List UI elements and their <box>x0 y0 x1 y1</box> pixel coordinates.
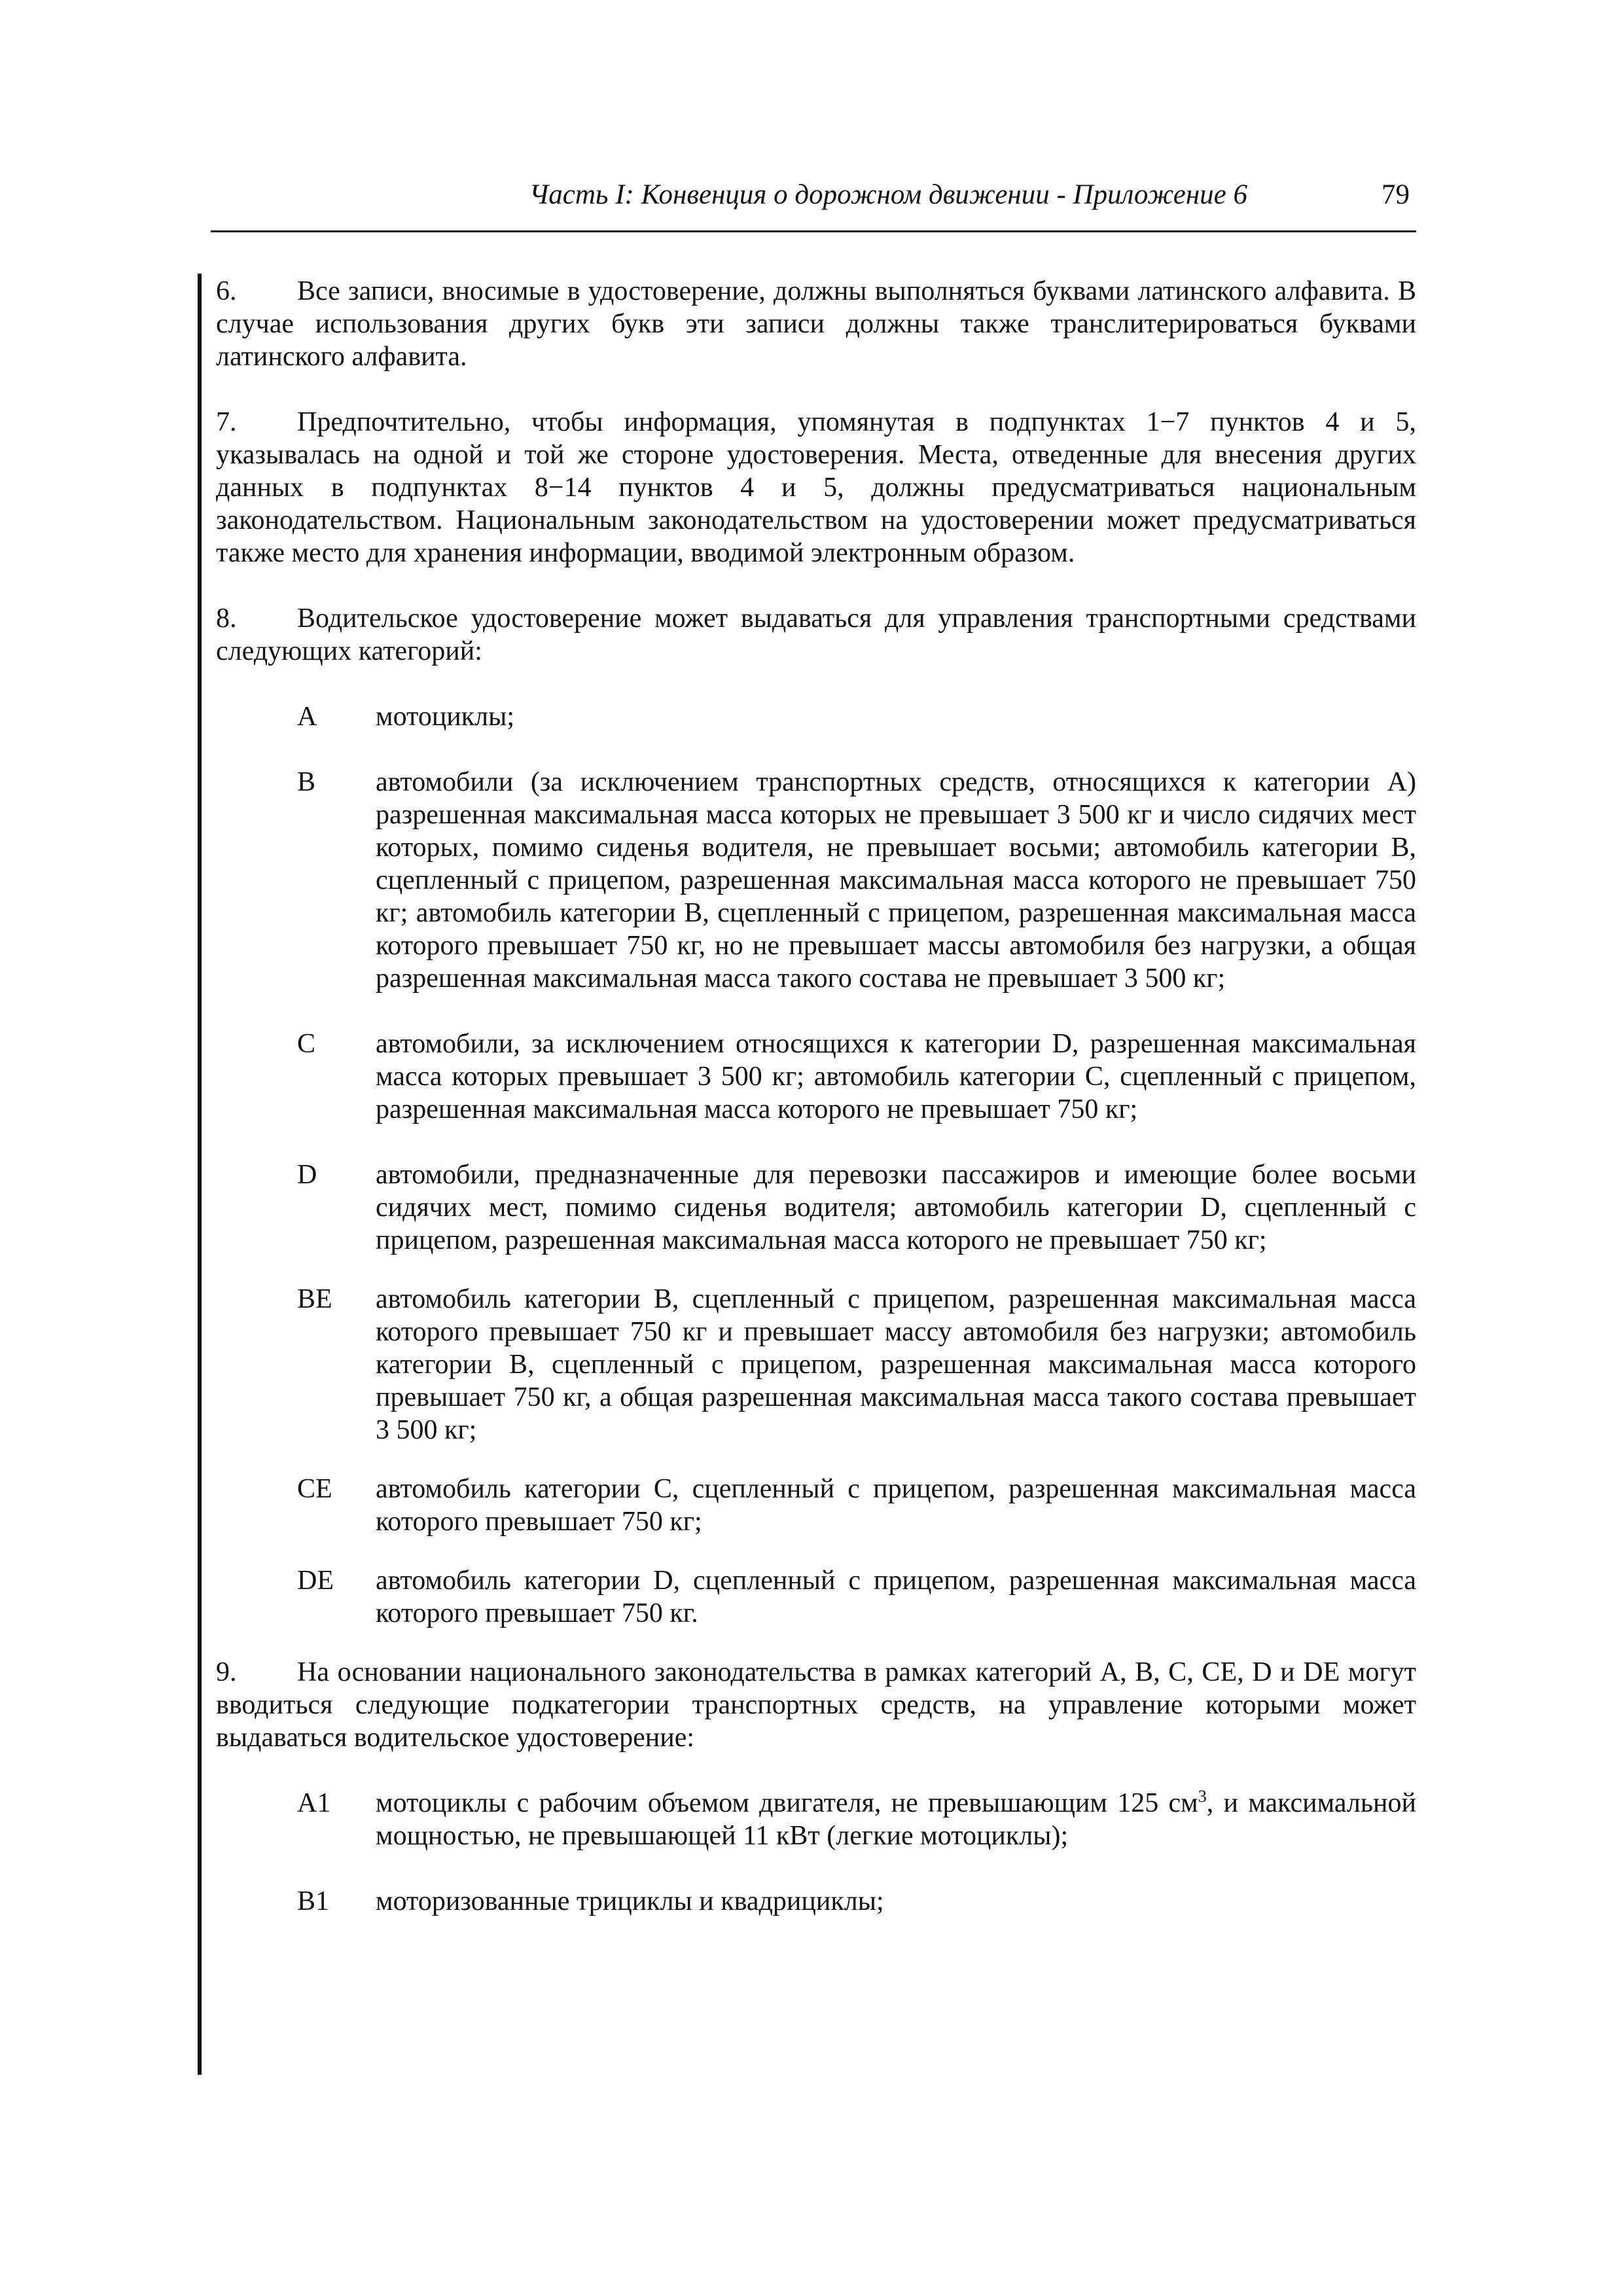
category-text: мотоциклы; <box>376 702 515 732</box>
subcategory-text-after: , и максимальной мощностью, не превышающей 11 кВт (легкие мотоциклы); <box>376 1788 1416 1851</box>
subcategory-code: B1 <box>297 1886 330 1916</box>
category-item <box>216 1028 1416 1126</box>
paragraph-9 <box>216 1656 1416 1754</box>
running-header <box>211 171 1416 232</box>
superscript-exponent: 3 <box>1198 1787 1207 1806</box>
paragraph-6 <box>216 275 1416 373</box>
category-code: A <box>297 702 317 732</box>
category-code: CE <box>297 1474 332 1504</box>
category-item <box>216 1473 1416 1538</box>
paragraph-text: Водительское удостоверение может выдаваться для управления транспортными средствами следующих категорий: <box>216 603 1416 666</box>
category-item <box>216 1564 1416 1630</box>
header-title: Часть I: Конвенция о дорожном движении - Приложение 6 <box>529 179 1247 210</box>
page-number: 79 <box>1382 179 1410 210</box>
paragraph-number: 9. <box>216 1657 237 1687</box>
category-item <box>216 1158 1416 1257</box>
category-text: автомобили, предназначенные для перевозки пассажиров и имеющие более восьми сидячих мест, помимо сиденья водителя; автомобиль категории D, сцепленный с прицепом, разрешенная максимальная масса которого не превышает 750 кг; <box>376 1160 1416 1255</box>
paragraph-number: 8. <box>216 603 237 634</box>
category-text: автомобили (за исключением транспортных средств, относящихся к категории A) разрешенная максимальная масса которых не превышает 3 500 кг и число сидячих мест которых, помимо сиденья водителя, не превышает восьми; автомобиль категории B, сцепленный с прицепом, разрешенная максимальная масса которого не превышает 750 кг; автомобиль категории B, сцепленный с прицепом, разрешенная максимальная масса которого превышает 750 кг, но не превышает массы автомобиля без нагрузки, а общая разрешенная максимальная масса такого состава не превышает 3 500 кг; <box>376 767 1416 994</box>
category-item <box>216 1283 1416 1446</box>
category-code: DE <box>297 1566 334 1596</box>
category-item <box>216 766 1416 995</box>
category-code: BE <box>297 1284 332 1314</box>
paragraph-text: На основании национального законодательства в рамках категорий A, B, C, CE, D и DE могут вводиться следующие подкатегории транспортных средств, на управление которыми может выдаваться водительское удостоверение: <box>216 1657 1416 1753</box>
revision-change-bar <box>198 274 202 2075</box>
paragraph-text: Все записи, вносимые в удостоверение, должны выполняться буквами латинского алфавита. В случае использования других букв эти записи должны также транслитерироваться буквами латинского алфавита. <box>216 276 1416 372</box>
category-code: D <box>297 1160 317 1190</box>
subcategory-code: A1 <box>297 1788 331 1818</box>
subcategory-item <box>216 1787 1416 1852</box>
category-code: B <box>297 767 316 797</box>
paragraph-number: 7. <box>216 407 237 437</box>
subcategory-text-before: мотоциклы с рабочим объемом двигателя, не превышающим 125 см <box>376 1788 1198 1818</box>
paragraph-text: Предпочтительно, чтобы информация, упомянутая в подпунктах 1−7 пунктов 4 и 5, указывалась на одной и той же стороне удостоверения. Места, отведенные для внесения других данных в подпунктах 8−14 пунктов 4 и 5, должны предусматриваться национальным законодательством. Национальным законодательством на удостоверении может предусматриваться также место для хранения информации, вводимой электронным образом. <box>216 407 1416 568</box>
category-item <box>216 700 1416 733</box>
category-text: автомобили, за исключением относящихся к категории D, разрешенная максимальная масса которых превышает 3 500 кг; автомобиль категории C, сцепленный с прицепом, разрешенная максимальная масса которого не превышает 750 кг; <box>376 1029 1416 1124</box>
subcategory-item <box>216 1885 1416 1918</box>
category-code: C <box>297 1029 316 1059</box>
paragraph-7 <box>216 406 1416 569</box>
paragraph-8 <box>216 602 1416 668</box>
paragraph-number: 6. <box>216 276 237 306</box>
category-text: автомобиль категории D, сцепленный с прицепом, разрешенная максимальная масса которого превышает 750 кг. <box>376 1566 1416 1628</box>
category-text: автомобиль категории B, сцепленный с прицепом, разрешенная максимальная масса которого превышает 750 кг и превышает массу автомобиля без нагрузки; автомобиль категории B, сцепленный с прицепом, разрешенная максимальная масса которого превышает 750 кг, а общая разрешенная максимальная масса такого состава превышает 3 500 кг; <box>376 1284 1416 1445</box>
document-body <box>216 275 1416 1950</box>
subcategory-text: моторизованные трициклы и квадрициклы; <box>376 1886 884 1916</box>
category-text: автомобиль категории C, сцепленный с прицепом, разрешенная максимальная масса которого превышает 750 кг; <box>376 1474 1416 1537</box>
